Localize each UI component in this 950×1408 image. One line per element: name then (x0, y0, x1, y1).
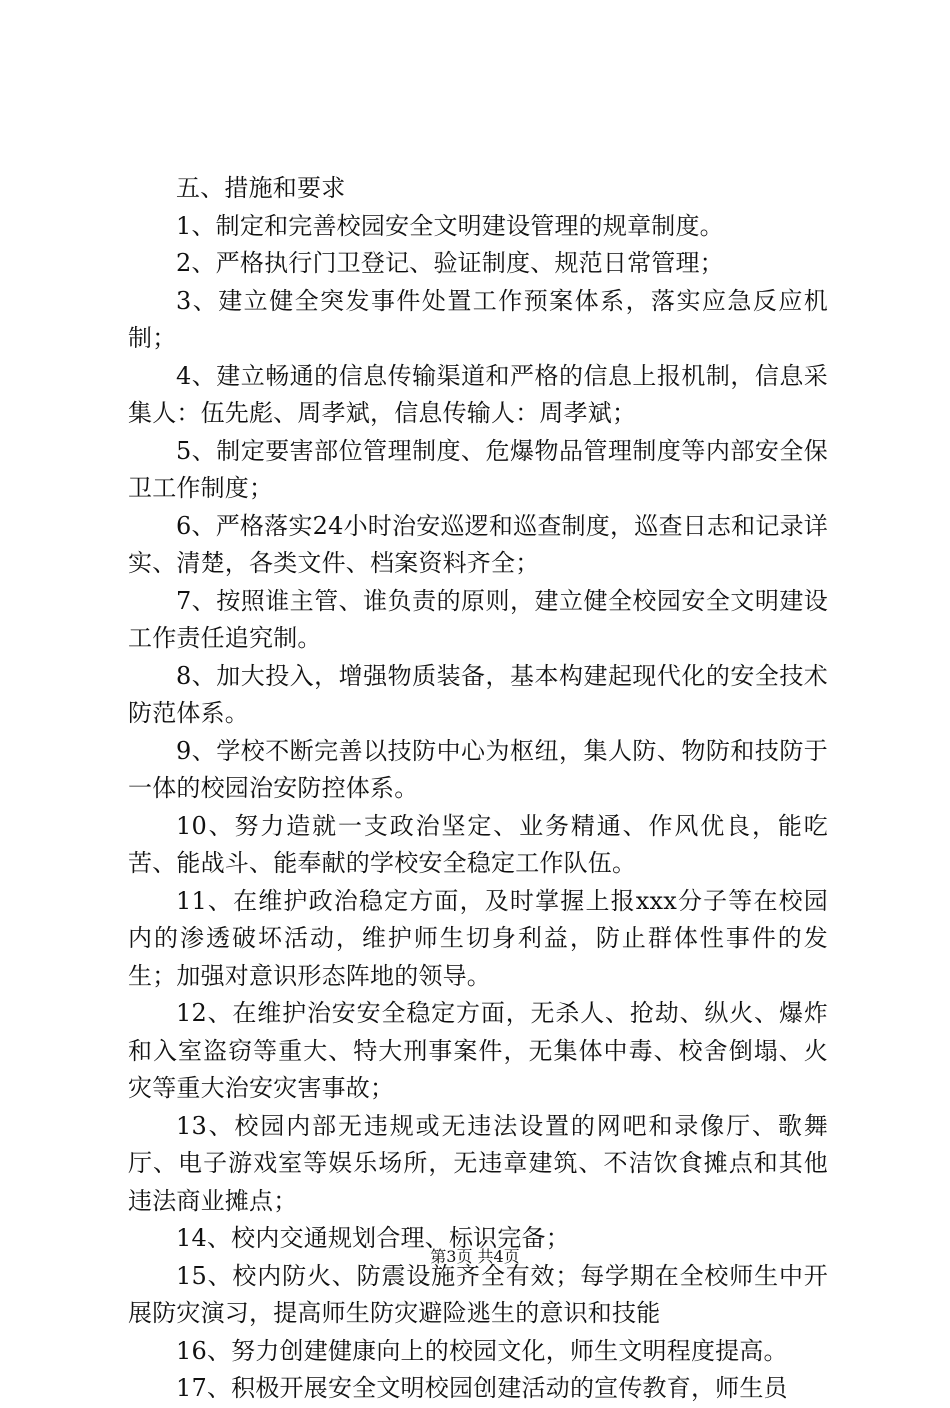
paragraph-10: 10、努力造就一支政治坚定、业务精通、作风优良，能吃苦、能战斗、能奉献的学校安全稳定工作队伍。 (128, 811, 828, 877)
paragraph-12: 12、在维护治安安全稳定方面，无杀人、抢劫、纵火、爆炸和入室盗窃等重大、特大刑事案件，无集体中毒、校舍倒塌、火灾等重大治安灾害事故； (128, 999, 828, 1102)
document-body (128, 170, 828, 1408)
paragraph-7: 7、按照谁主管、谁负责的原则，建立健全校园安全文明建设工作责任追究制。 (128, 586, 828, 652)
paragraph-5: 5、制定要害部位管理制度、危爆物品管理制度等内部安全保卫工作制度； (128, 436, 828, 502)
paragraph-2: 2、严格执行门卫登记、验证制度、规范日常管理； (176, 249, 724, 277)
paragraph-17: 17、积极开展安全文明校园创建活动的宣传教育，师生员 (176, 1374, 788, 1402)
paragraph-9: 9、学校不断完善以技防中心为枢纽，集人防、物防和技防于一体的校园治安防控体系。 (128, 736, 828, 802)
paragraph-1: 1、制定和完善校园安全文明建设管理的规章制度。 (176, 211, 724, 240)
paragraph-16: 16、努力创建健康向上的校园文化，师生文明程度提高。 (176, 1336, 788, 1365)
page-footer (0, 1244, 950, 1267)
paragraph-14: 14、校内交通规划合理、标识完备； (176, 1224, 570, 1252)
paragraph-13: 13、校园内部无违规或无违法设置的网吧和录像厅、歌舞厅、电子游戏室等娱乐场所，无违章建筑、不洁饮食摊点和其他违法商业摊点； (128, 1111, 828, 1215)
section-heading: 五、措施和要求 (176, 174, 346, 202)
paragraph-3: 3、建立健全突发事件处置工作预案体系，落实应急反应机制； (128, 286, 828, 352)
paragraph-4: 4、建立畅通的信息传输渠道和严格的信息上报机制，信息采集人：伍先彪、周孝斌，信息传输人：周孝斌； (128, 361, 828, 427)
paragraph-11: 11、在维护政治稳定方面，及时掌握上报xxx分子等在校园内的渗透破坏活动，维护师生切身利益，防止群体性事件的发生；加强对意识形态阵地的领导。 (128, 886, 828, 990)
page-number-label: 第3页 共4页 (430, 1247, 520, 1266)
paragraph-15: 15、校内防火、防震设施齐全有效；每学期在全校师生中开展防灾演习，提高师生防灾避险逃生的意识和技能 (128, 1261, 828, 1327)
paragraph-8: 8、加大投入，增强物质装备，基本构建起现代化的安全技术防范体系。 (128, 661, 828, 727)
paragraph-6: 6、严格落实24小时治安巡逻和巡查制度，巡查日志和记录详实、清楚，各类文件、档案资料齐全； (128, 511, 828, 577)
